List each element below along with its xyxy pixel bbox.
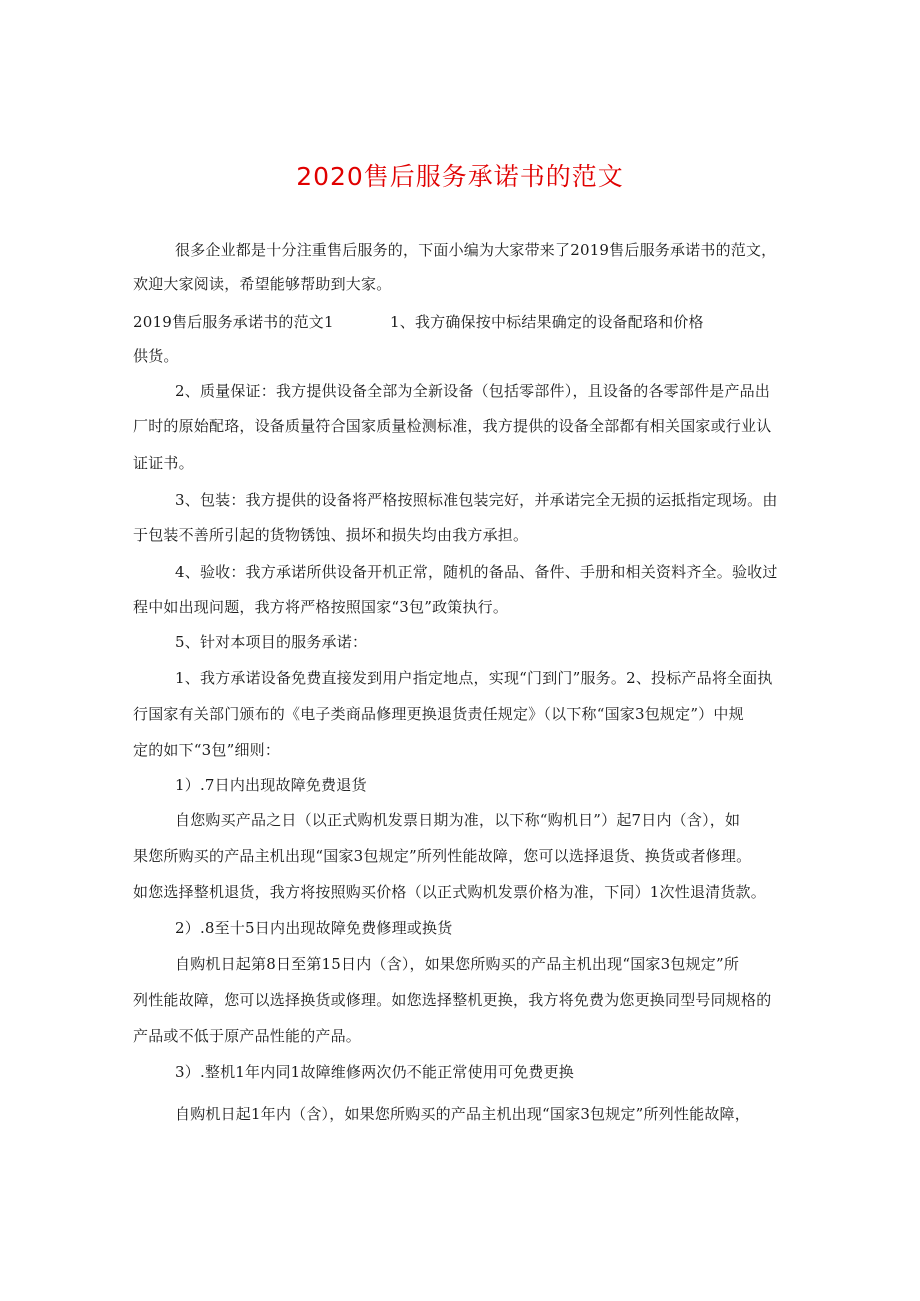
item2-line-1: 2、质量保证：我方提供设备全部为全新设备（包括零部件），且设备的各零部件是产品出: [175, 382, 771, 400]
rule1-line-3: 如您选择整机退货，我方将按照购买价格（以正式购机发票价格为准，下同）1次性退清货款。: [133, 883, 766, 901]
intro-line-1: 很多企业都是十分注重售后服务的，下面小编为大家带来了2019售后服务承诺书的范文，: [175, 241, 777, 259]
rule3-line-1: 自购机日起1年内（含），如果您所购买的产品主机出现“国家3包规定”所列性能故障，: [175, 1105, 750, 1123]
rule1-line-1: 自您购买产品之日（以正式购机发票日期为准，以下称“购机日”）起7日内（含），如: [175, 811, 741, 829]
rule2-line-2: 列性能故障，您可以选择换货或修理。如您选择整机更换，我方将免费为您更换同型号同规格的: [133, 991, 772, 1009]
sample-heading: 2019售后服务承诺书的范文1: [133, 313, 334, 331]
rule2-line-1: 自购机日起第8日至第15日内（含），如果您所购买的产品主机出现“国家3包规定”所: [175, 955, 740, 973]
item5-line-3: 定的如下“3包”细则：: [133, 741, 281, 759]
document-title: 2020售后服务承诺书的范文: [296, 162, 624, 191]
intro-line-2: 欢迎大家阅读，希望能够帮助到大家。: [133, 275, 392, 293]
item3-line-1: 3、包装：我方提供的设备将严格按照标准包装完好，并承诺完全无损的运抵指定现场。由: [175, 491, 778, 509]
item3-line-2: 于包装不善所引起的货物锈蚀、损坏和损失均由我方承担。: [133, 526, 529, 544]
item2-line-2: 厂时的原始配珞，设备质量符合国家质量检测标准，我方提供的设备全部都有相关国家或行业认: [133, 417, 772, 435]
item5-line-1: 1、我方承诺设备免费直接发到用户指定地点，实现“门到门”服务。2、投标产品将全面执: [175, 669, 773, 687]
rule1-heading: 1）.7日内出现故障免费退货: [175, 776, 367, 794]
rule2-heading: 2）.8至十5日内出现故障免费修理或换货: [175, 919, 453, 937]
item5-line-2: 行国家有关部门颁布的《电子类商品修理更换退货责任规定》（以下称“国家3包规定”）中规: [133, 705, 744, 723]
item4-line-2: 程中如出现问题，我方将严格按照国家“3包”政策执行。: [133, 598, 509, 616]
item1-line-1: 1、我方确保按中标结果确定的设备配珞和价格: [390, 313, 704, 331]
item4-line-1: 4、验收：我方承诺所供设备开机正常，随机的备品、备件、手册和相关资料齐全。验收过: [175, 563, 778, 581]
rule2-line-3: 产品或不低于原产品性能的产品。: [133, 1027, 362, 1045]
rule1-line-2: 果您所购买的产品主机出现“国家3包规定”所列性能故障，您可以选择退货、换货或者修理。: [133, 847, 752, 865]
item1-line-2: 供货。: [133, 347, 179, 365]
item5-heading: 5、针对本项目的服务承诺：: [175, 633, 368, 651]
rule3-heading: 3）.整机1年内同1故障维修两次仍不能正常使用可免费更换: [175, 1063, 575, 1081]
item2-line-3: 证证书。: [133, 454, 194, 472]
